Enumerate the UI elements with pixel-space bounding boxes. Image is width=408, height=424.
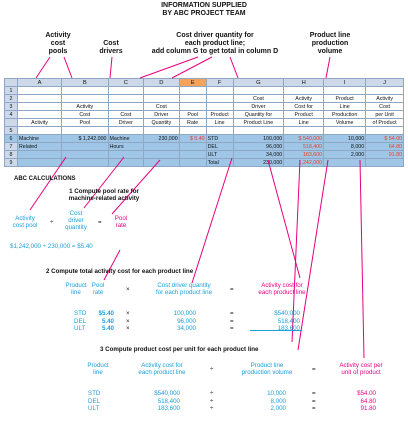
sheet-row-3: 3 Activity Cost Driver Cost for Line Cost xyxy=(5,103,404,111)
step1-heading: 1 Compute pool rate for machine-related activity xyxy=(68,188,140,202)
equals-sign: = xyxy=(98,219,102,226)
title-line-1: INFORMATION SUPPLIED xyxy=(161,2,247,9)
step2-product-col: STD DEL ULT xyxy=(74,310,87,332)
cost-driver-quantity-term: Cost driver quantity xyxy=(65,210,87,231)
sheet-row-1: 1 xyxy=(5,87,404,95)
step2-total-rule xyxy=(250,330,302,331)
sheet-row-9: 9 Total 230,000 1,242,000 xyxy=(5,159,404,167)
activity-cost-pools-label: Activity cost pools xyxy=(45,32,71,55)
step2-cost-col: $540,000 518,400 183,600 xyxy=(274,310,300,332)
pool-rate-term: Pool rate xyxy=(114,215,128,229)
step3-unit-cost-col: $54.00 64.80 91.80 xyxy=(357,390,376,412)
step3-heading: 3 Compute product cost per unit for each product line xyxy=(100,346,259,353)
sheet-row-4: 4 Cost Cost Driver Pool Product Quantity for Product Production per Unit xyxy=(5,111,404,119)
pool-rate-formula: $1,242,000 ÷ 230,000 = $5.40 xyxy=(10,243,93,250)
divide-sign: ÷ xyxy=(50,219,54,226)
sheet-row-4b: Activity Pool Driver Quantity Rate Line Product Line Line Volume of Product xyxy=(5,119,404,127)
sheet-row-7: 7 Related Hours DEL 96,000 518,400 8,000 64.80 xyxy=(5,143,404,151)
sheet-row-6: 6 Machine $ 1,242,000 Machine 230,000 $ 5.40 STD 100,000 $ 540,000 10,000 $ 54.00 xyxy=(5,135,404,143)
step2-header-row: Product line Pool rate × Cost driver quantity for each product line = Activity cost for each product line xyxy=(65,282,306,296)
step2-qty-col: 100,000 96,000 34,000 xyxy=(173,310,196,332)
step3-cost-col: $540,000 518,400 183,600 xyxy=(154,390,180,412)
cost-driver-quantity-label: Cost driver quantity for each product line; add column G to get total in column D xyxy=(151,32,279,55)
step3-product-col: STD DEL ULT xyxy=(88,390,101,412)
column-header-row: A B C D E F G H I J xyxy=(5,79,404,87)
cost-drivers-label: Cost drivers xyxy=(99,40,123,55)
pool-rate-cell: $ 5.40 xyxy=(179,135,206,143)
step2-heading: 2 Compute total activity cost for each product line xyxy=(46,268,194,275)
activity-cost-pool-term: Activity cost pool xyxy=(12,215,38,229)
step2-rate-col: $5.40 5.40 5.40 xyxy=(98,310,114,332)
step3-volume-col: 10,000 8,000 2,000 xyxy=(267,390,286,412)
column-e-header: E xyxy=(179,79,206,87)
title-line-2: BY ABC PROJECT TEAM xyxy=(162,10,246,17)
sheet-row-5: 5 xyxy=(5,127,404,135)
abc-calculations-title: ABC CALCULATIONS xyxy=(14,176,76,182)
sheet-row-2: 2 Cost Activity Product Activity xyxy=(5,95,404,103)
sheet-row-8: 8 ULT 34,000 183,600 2,000 91.80 xyxy=(5,151,404,159)
product-line-volume-label: Product line production volume xyxy=(309,32,351,55)
step3-header-row: Product line Activity cost for each product line ÷ Product line production volume = Activity cost per unit of product xyxy=(87,362,383,376)
